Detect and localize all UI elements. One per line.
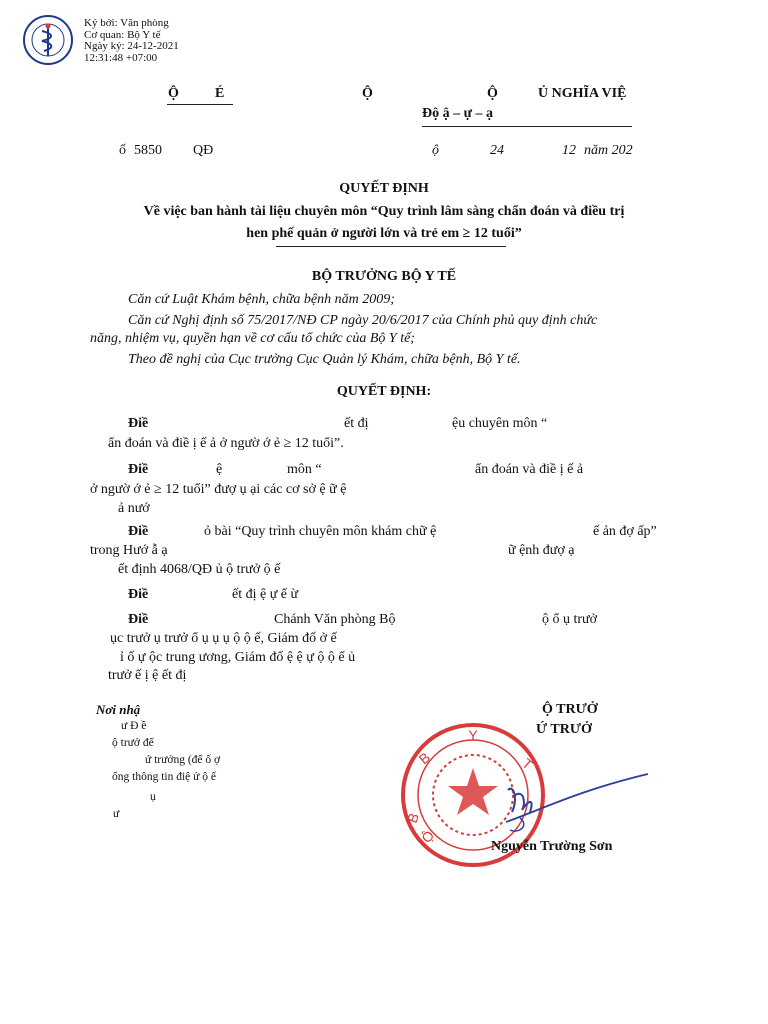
article-4-frag1: ết đị ệ ự ể ừ (232, 587, 299, 602)
recipient-item: ộ trưở để (112, 737, 154, 749)
article-3-line2a: trong Hướ ẫ ạ (90, 543, 168, 558)
article-1-label: Điề (128, 416, 149, 431)
agency-line: Cơ quan: Bộ Y tế (84, 28, 161, 41)
preamble-3: năng, nhiệm vụ, quyền hạn về cơ cấu tổ chức của Bộ Y tế; (90, 331, 415, 346)
date-line: Ngày ký: 24-12-2021 (84, 40, 179, 52)
article-2-label: Điề (128, 462, 149, 477)
svg-text:Y: Y (468, 727, 478, 743)
svg-text:T: T (519, 755, 536, 773)
article-2-line2: ở ngườ ớ ẻ ≥ 12 tuổi” đượ ụ ại các cơ sở ệ ữ ệ (90, 482, 347, 497)
svg-text:Ộ: Ộ (418, 827, 438, 846)
header-left-1: Ộ (168, 86, 179, 101)
article-1-frag1: ết đị (344, 416, 369, 431)
ministry-logo (22, 14, 74, 66)
decision-heading: QUYẾT ĐỊNH (339, 181, 429, 196)
header-left-2: É (215, 86, 225, 101)
header-motto-rule (422, 126, 632, 127)
time-line: 12:31:48 +07:00 (84, 51, 158, 64)
svg-text:B: B (403, 810, 423, 826)
digital-signature (84, 18, 179, 64)
signatory-title-2: Ứ TRƯỞ (536, 722, 592, 737)
signatory-title-1: Ộ TRƯỞ (542, 702, 598, 717)
header-motto: Độ ậ – ự – ạ (422, 106, 494, 121)
article-5-line2: ục trưở ụ trưở ổ ụ ụ ụ ộ ộ ế, Giám đố ở ế (110, 631, 337, 646)
article-5-frag2: ộ ổ ụ trưở (542, 612, 598, 627)
doc-number-prefix: ố (119, 143, 126, 158)
authority-title: BỘ TRƯỞNG BỘ Y TẾ (311, 269, 457, 284)
doc-number: 5850 (134, 143, 162, 158)
article-5-line3: ỉ ố ự ộc trung ương, Giám đố ệ ệ ự ộ ộ ế ủ (120, 650, 356, 665)
signatory-name: Nguyễn Trường Sơn (491, 839, 613, 854)
recipient-item: ụ (150, 791, 156, 803)
article-2-frag2: môn “ (287, 462, 322, 477)
header-mid-1: Ộ (362, 86, 373, 101)
header-country: Ủ NGHĨA VIỆ (538, 86, 627, 101)
article-3-label: Điề (128, 524, 149, 539)
signer-line: Ký bởi: Văn phòng (84, 17, 169, 29)
decision-subject-line1: Về việc ban hành tài liệu chuyên môn “Quy trình lâm sàng chẩn đoán và điều trị (143, 204, 625, 219)
date-month: 12 (562, 143, 576, 158)
article-2-frag1: ệ (216, 462, 223, 477)
article-3-frag2: ế ản đợ ấp” (593, 524, 657, 539)
decision-subject-line2: hen phế quản ở người lớn và trẻ em ≥ 12 tuổi” (246, 226, 522, 241)
article-3-line2b: ữ ệnh đượ ạ (508, 543, 575, 558)
preamble-2: Căn cứ Nghị định số 75/2017/NĐ CP ngày 20/6/2017 của Chính phủ quy định chức (128, 313, 598, 328)
date-year: năm 202 (584, 143, 633, 158)
article-3-line3: ết định 4068/QĐ ủ ộ trưở ộ ế (118, 562, 281, 577)
article-1-frag2: ệu chuyên môn “ (452, 416, 548, 431)
decide-heading: QUYẾT ĐỊNH: (336, 384, 432, 399)
article-5-label: Điề (128, 612, 149, 627)
doc-code: QĐ (193, 143, 214, 158)
article-5-frag1: Chánh Văn phòng Bộ (274, 612, 396, 627)
title-rule (276, 246, 506, 247)
recipients-title: Nơi nhậ (96, 702, 141, 717)
date-day: 24 (490, 143, 504, 158)
article-3-frag1: ỏ bài “Quy trình chuyên môn khám chữ ệ (204, 524, 437, 539)
article-1-line2: ẩn đoán và điề ị ế ả ở ngườ ớ ẻ ≥ 12 tuổi”. (108, 436, 344, 451)
recipient-item: ứ trưởng (để ố ợ (145, 754, 221, 766)
recipient-item: ư (113, 808, 120, 820)
article-2-frag3: ẩn đoán và điề ị ế ả (475, 462, 584, 477)
preamble-4: Theo đề nghị của Cục trưởng Cục Quản lý Khám, chữa bệnh, Bộ Y tế. (128, 352, 521, 367)
date-prefix: ộ (432, 143, 439, 158)
article-2-line3: ả nướ (118, 501, 150, 516)
recipient-item: ư Đ ề (121, 720, 147, 732)
article-5-line4: trưở ế ị ệ ết đị (108, 668, 187, 683)
preamble-1: Căn cứ Luật Khám bệnh, chữa bệnh năm 2009; (128, 292, 395, 307)
svg-text:B: B (415, 749, 434, 768)
header-left-rule (167, 104, 233, 105)
header-mid-2: Ộ (487, 86, 498, 101)
handwritten-signature (500, 760, 650, 840)
recipient-item: ổng thông tin điệ ử ộ ế (112, 771, 216, 783)
article-4-label: Điề (128, 587, 149, 602)
